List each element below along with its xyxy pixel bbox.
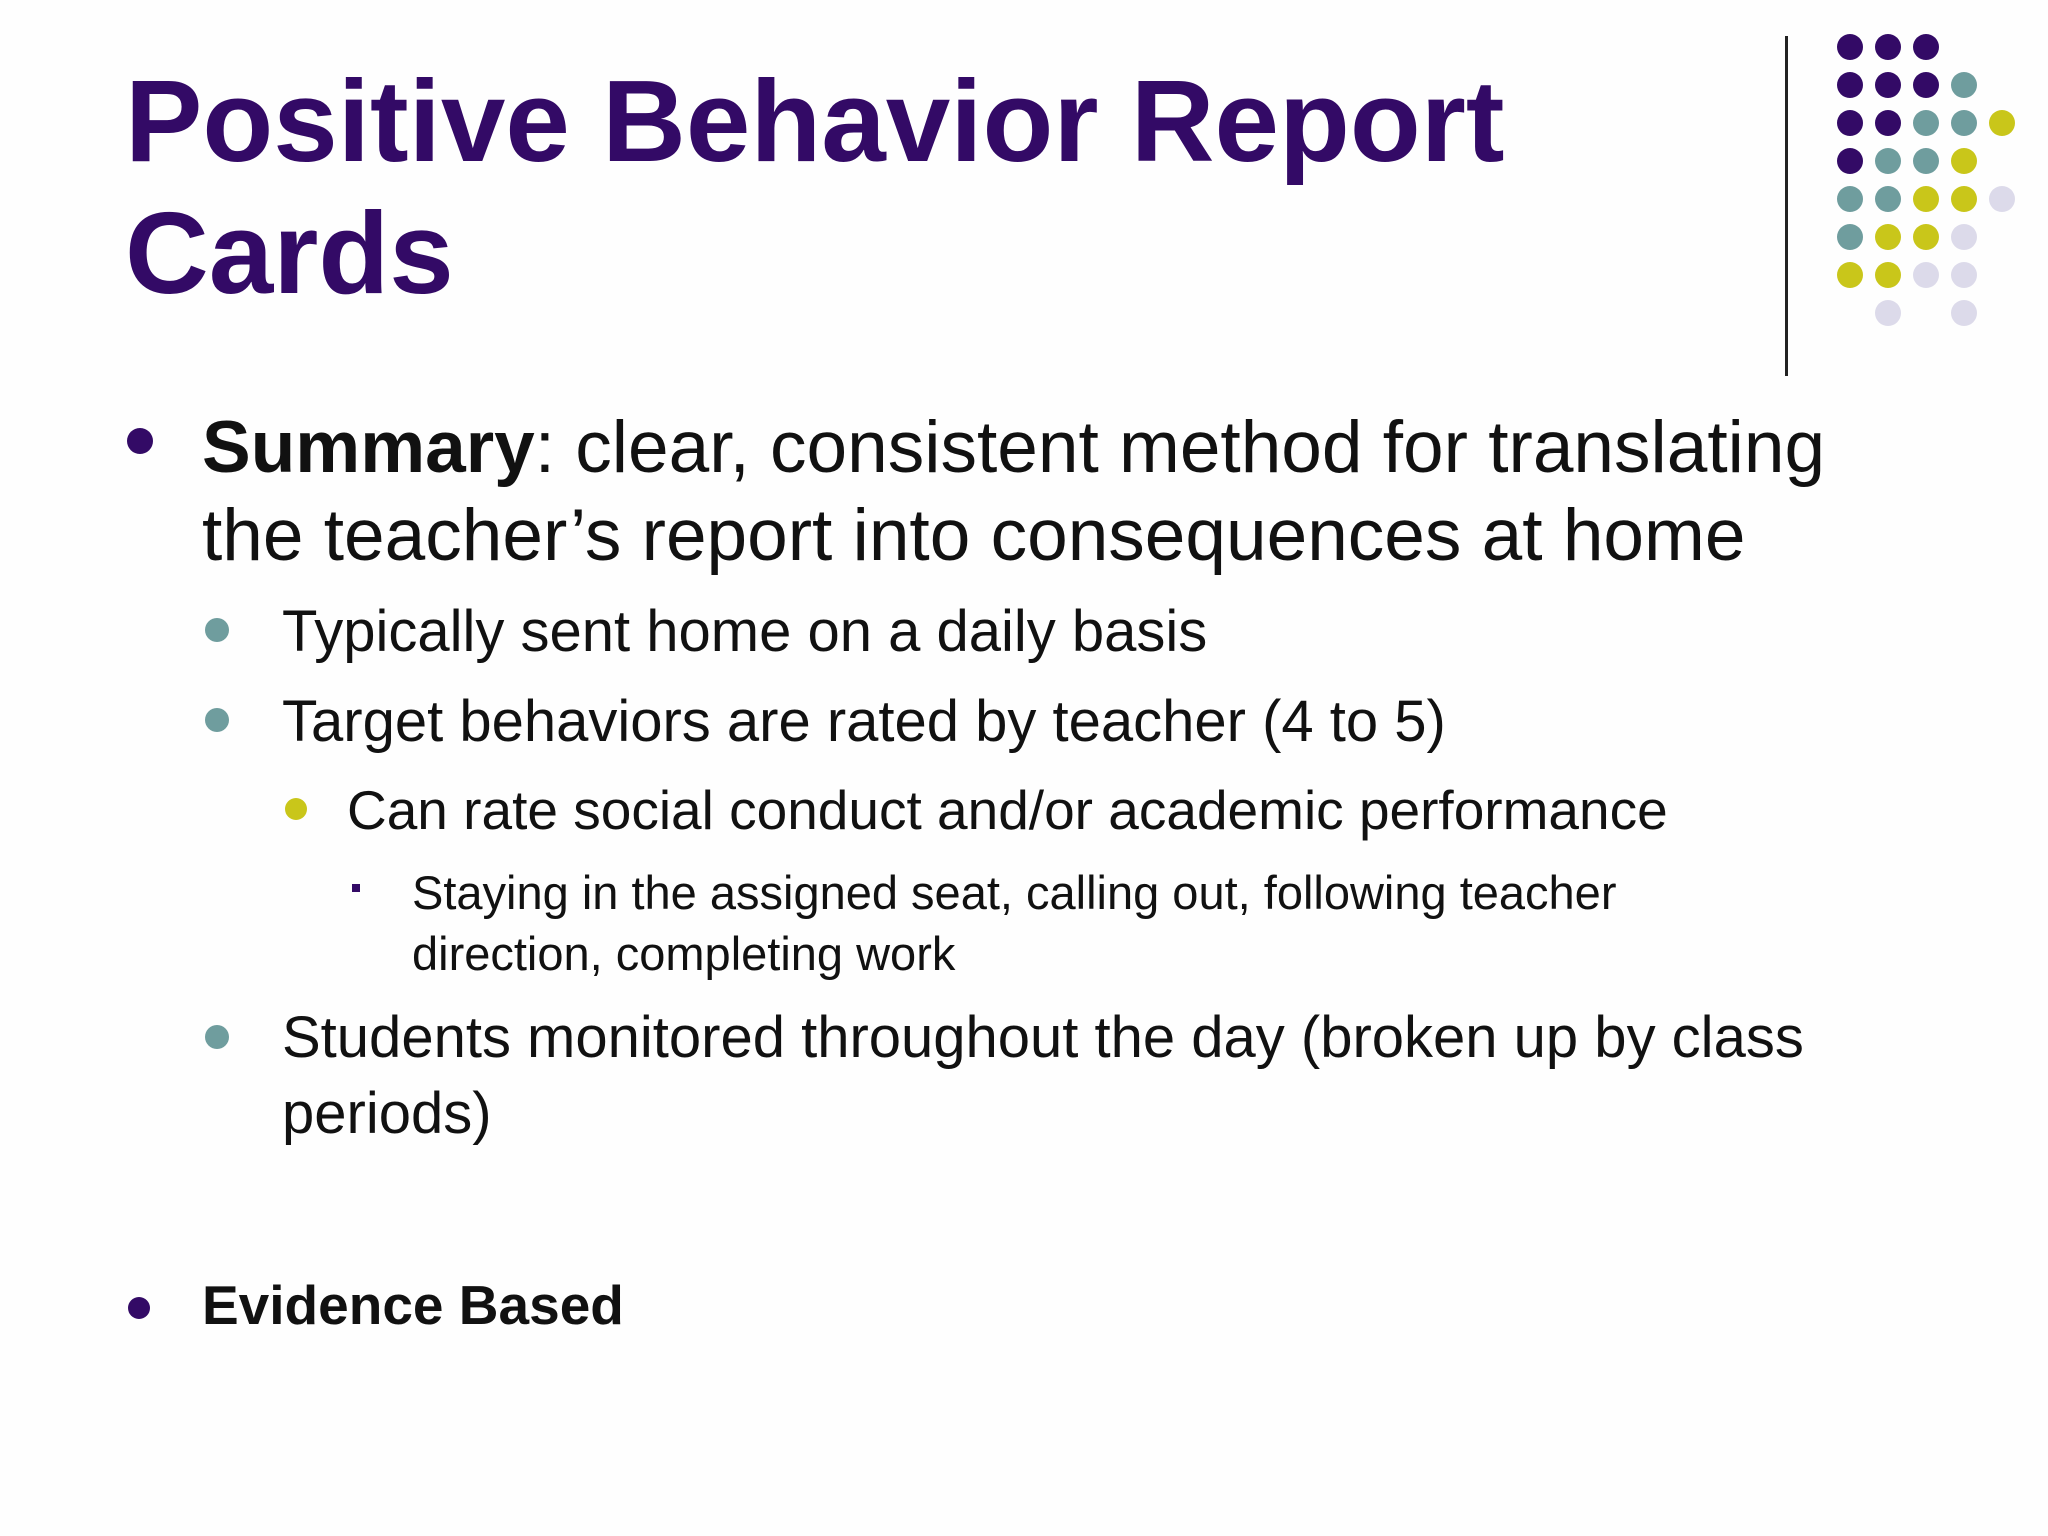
dot (1875, 224, 1901, 250)
slide-title-line-2: Cards (125, 188, 454, 318)
dot (1951, 110, 1977, 136)
dot (1913, 34, 1939, 60)
dot (1989, 110, 2015, 136)
sub-item-students-monitored (282, 1000, 1982, 1152)
dot (1951, 72, 1977, 98)
dot (1951, 300, 1977, 326)
dot (1837, 186, 1863, 212)
dot (1913, 224, 1939, 250)
dot (1913, 262, 1939, 288)
sub-item-students-monitored-text: Students monitored throughout the day (broken up by class periods) (282, 1005, 1804, 1146)
dot (1875, 110, 1901, 136)
sub-item-examples-text: Staying in the assigned seat, calling out, following teacher direction, completing work (412, 866, 1617, 980)
dot (1951, 186, 1977, 212)
dot (1837, 148, 1863, 174)
sub-item-rate-conduct (347, 774, 1987, 846)
bullet-sub2-grandchild (352, 884, 360, 892)
dot (1913, 110, 1939, 136)
evidence-text: Evidence Based (202, 1274, 624, 1336)
dot (1913, 186, 1939, 212)
dot (1951, 224, 1977, 250)
evidence-item (202, 1270, 1202, 1340)
slide-title-line-1: Positive Behavior Report (125, 56, 1505, 186)
summary-item (202, 404, 1922, 580)
dot (1951, 262, 1977, 288)
bullet-summary (127, 428, 153, 454)
summary-label: Summary (202, 407, 535, 488)
dot (1913, 72, 1939, 98)
bullet-sub1 (205, 618, 229, 642)
dot (1875, 300, 1901, 326)
sub-item-target-behaviors-text: Target behaviors are rated by teacher (4 to 5) (282, 689, 1446, 754)
dot (1837, 72, 1863, 98)
bullet-sub3 (205, 1025, 229, 1049)
dot (1875, 262, 1901, 288)
dot (1875, 34, 1901, 60)
bullet-sub2 (205, 708, 229, 732)
dot (1837, 110, 1863, 136)
dot (1837, 34, 1863, 60)
bullet-evidence (128, 1297, 150, 1319)
dot (1989, 186, 2015, 212)
sub-item-daily-basis (282, 594, 1982, 670)
decorative-dot-grid (0, 0, 2048, 340)
dot (1875, 186, 1901, 212)
bullet-sub2-child (285, 798, 307, 820)
sub-item-daily-basis-text: Typically sent home on a daily basis (282, 599, 1208, 664)
dot (1913, 148, 1939, 174)
dot (1875, 72, 1901, 98)
sub-item-examples (412, 862, 1782, 984)
dot (1875, 148, 1901, 174)
dot (1951, 148, 1977, 174)
dot (1837, 262, 1863, 288)
sub-item-target-behaviors (282, 684, 1982, 760)
sub-item-rate-conduct-text: Can rate social conduct and/or academic performance (347, 779, 1668, 841)
summary-text: : clear, consistent method for translating the teacher’s report into consequences at home (202, 407, 1826, 576)
dot (1837, 224, 1863, 250)
